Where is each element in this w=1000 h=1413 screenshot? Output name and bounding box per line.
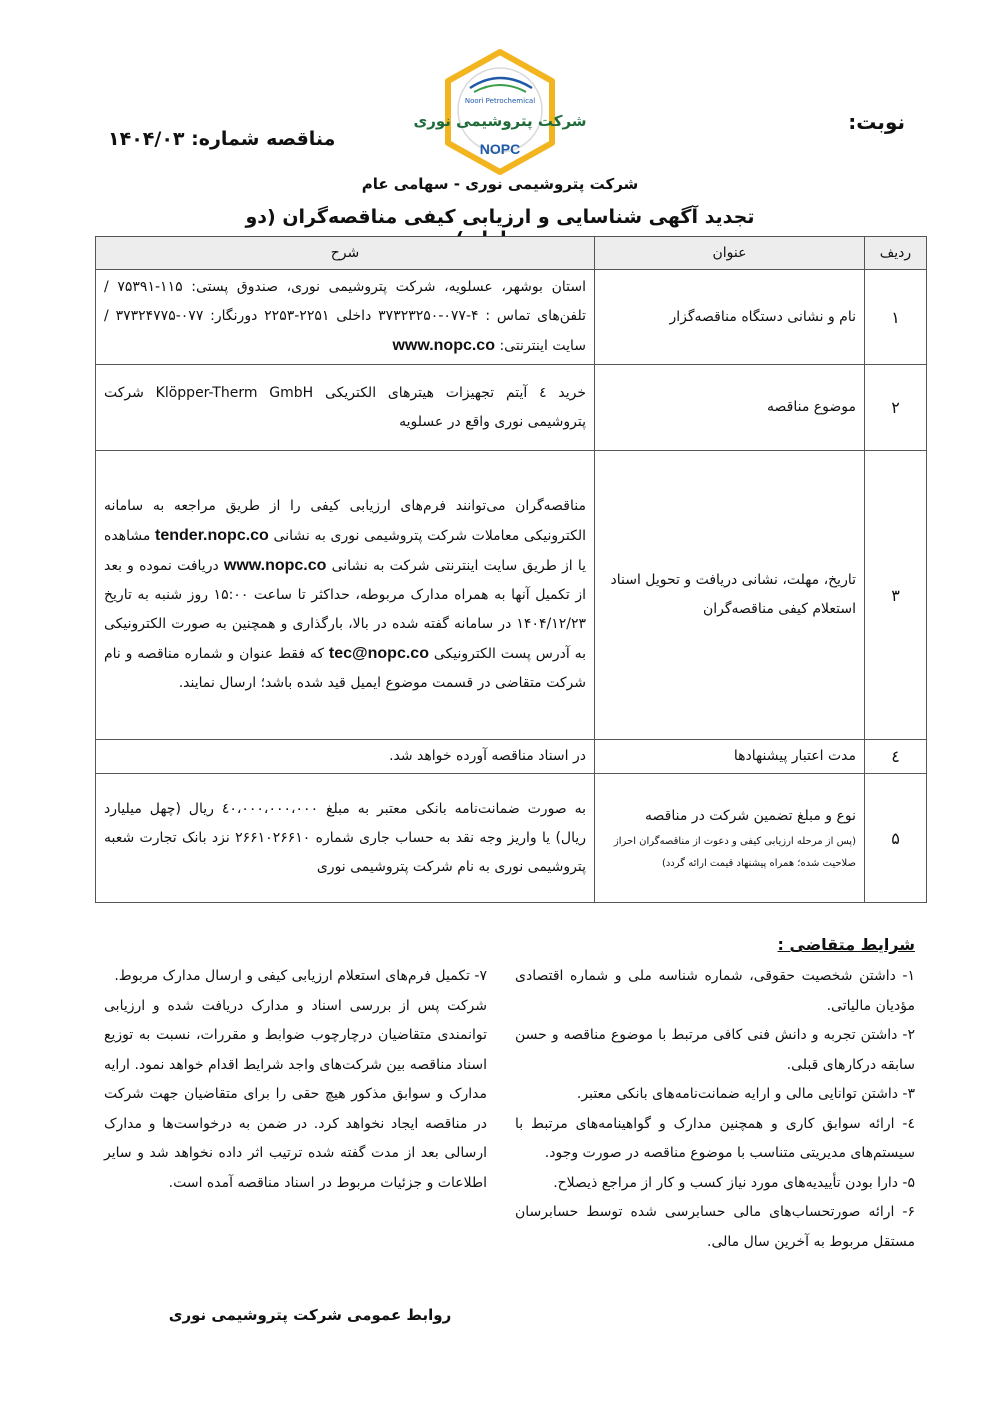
condition-item: ۱- داشتن شخصیت حقوقی، شماره شناسه ملی و شماره اقتصادی مؤدیان مالیاتی. (515, 968, 915, 1014)
row-number: ۲ (865, 365, 927, 450)
row-description-text: که فقط عنوان و شماره مناقصه و نام شرکت متقاضی در قسمت موضوع ایمیل قید شده باشد؛ ارسال نمایند. (104, 646, 586, 691)
condition-item: ۵- دارا بودن تأییدیه‌های مورد نیاز کسب و کار از مراجع ذیصلاح. (553, 1174, 915, 1191)
svg-text:Noori Petrochemical: Noori Petrochemical (464, 97, 536, 105)
company-logo (413, 48, 587, 178)
row-title-text: نوع و مبلغ تضمین شرکت در مناقصه (645, 807, 856, 824)
signature: روابط عمومی شرکت پتروشیمی نوری (168, 1306, 452, 1324)
row-title: مدت اعتبار پیشنهادها (595, 740, 865, 774)
row-description: به صورت ضمانت‌نامه بانکی معتبر به مبلغ ٤۰،۰۰۰،۰۰۰،۰۰۰ ریال (چهل میلیارد ریال) یا واریز وجه نقد به حساب جاری شماره ۲۶۶۱۰۲۶۶۱۰ نزد بانک تجارت شعبه پتروشیمی نوری به نام شرکت پتروشیمی نوری (96, 774, 595, 903)
row-description-text: استان بوشهر، عسلویه، شرکت پتروشیمی نوری، صندوق پستی: ۱۱۵-۷۵۳۹۱ / تلفن‌های تماس : ۴-۰۷۷-۳۷۳۲۳۲۵۰ داخلی ۲۲۵۱-۲۲۵۳ دورنگار: ۰۷۷-۳۷۳۲۴۷۷۵ / سایت اینترنتی: (104, 279, 586, 355)
conditions-title: شرایط متقاضی : (777, 935, 915, 954)
website-link[interactable]: www.nopc.co (223, 557, 327, 574)
conditions-right-column (515, 962, 915, 1257)
table-header-row (96, 237, 927, 270)
company-name: شرکت پتروشیمی نوری - سهامی عام (361, 175, 639, 193)
condition-item: ۲- داشتن تجربه و دانش فنی کافی مرتبط با موضوع مناقصه و حسن سابقه درکارهای قبلی. (515, 1027, 915, 1073)
email-link[interactable]: tec@nopc.co (328, 645, 429, 662)
tender-portal-link[interactable]: tender.nopc.co (155, 527, 269, 544)
condition-item: ٤- ارائه سوابق کاری و همچنین مدارک و گواهینامه‌های مرتبط با سیستم‌های مدیریتی متناسب با موضوع مناقصه در صورت وجود. (515, 1115, 915, 1161)
row-number: ۵ (865, 774, 927, 903)
row-title: موضوع مناقصه (595, 365, 865, 450)
header-description: شرح (96, 237, 595, 270)
table-row (96, 450, 927, 739)
condition-item: ۷- تکمیل فرم‌های استعلام ارزیابی کیفی و ارسال مدارک مربوط. (114, 968, 487, 984)
row-description (96, 270, 595, 365)
row-description-text: دریافت نموده و بعد از تکمیل آنها به همراه مدارک مربوطه، حداکثر تا ساعت ۱۵:۰۰ روز شنبه به تاریخ ۱۴۰۴/۱۲/۲۳ در سامانه گفته شده در بالا، بارگذاری و همچنین به صورت الکترونیکی به آدرس پست الکترونیکی (104, 558, 587, 662)
tender-number: مناقصه شماره: ۱۴۰۴/۰۳ (108, 128, 336, 150)
row-number: ٤ (865, 740, 927, 774)
nobat-label: نوبت: (848, 110, 905, 134)
row-description (96, 450, 595, 739)
row-description-text: مناقصه‌گران می‌توانند فرم‌های ارزیابی کیفی را از طریق مراجعه به سامانه الکترونیکی معاملات شرکت پتروشیمی نوری به نشانی (104, 498, 587, 544)
row-title (595, 774, 865, 903)
row-description: خرید ٤ آیتم تجهیزات هیترهای الکتریکی Klöpper-Therm GmbH شرکت پتروشیمی نوری واقع در عسلویه (96, 365, 595, 450)
table-row (96, 740, 927, 774)
conditions-left-column (104, 962, 487, 1198)
row-title: نام و نشانی دستگاه مناقصه‌گزار (595, 270, 865, 365)
table-row (96, 365, 927, 450)
row-description-text: مشاهده یا از طریق سایت اینترنتی شرکت به نشانی (104, 528, 587, 574)
condition-item: ۶- ارائه صورتحساب‌های مالی حسابرسی شده توسط حسابرسان مستقل مربوط به آخرین سال مالی. (515, 1204, 915, 1250)
header-title: عنوان (595, 237, 865, 270)
condition-paragraph: شرکت پس از بررسی اسناد و مدارک دریافت شده و ارزیابی توانمندی متقاضیان درچارچوب ضوابط و مقررات، نسبت به توزیع اسناد مناقصه بین شرکت‌های واجد شرایط اقدام خواهد نمود. ارایه مدارک و سوابق مذکور هیچ حقی را برای متقاضیان جهت شرکت در مناقصه ایجاد نخواهد کرد. در ضمن به درخواست‌ها و مدارک ارسالی بعد از مدت گفته شده ترتیب اثر داده نخواهد شد و سایر اطلاعات و جزئیات مربوط در اسناد مناقصه آمده است. (104, 997, 487, 1191)
row-title-note: (پس از مرحله ارزیابی کیفی و دعوت از مناقصه‌گران احراز صلاحیت شده؛ همراه پیشنهاد قیمت ارائه گردد) (613, 835, 856, 869)
row-description: در اسناد مناقصه آورده خواهد شد. (96, 740, 595, 774)
row-number: ۱ (865, 270, 927, 365)
website-link[interactable]: www.nopc.co (392, 337, 495, 355)
tender-table (95, 236, 926, 903)
svg-text:NOPC: NOPC (479, 141, 521, 157)
condition-item: ۳- داشتن توانایی مالی و ارایه ضمانت‌نامه‌های بانکی معتبر. (576, 1086, 915, 1102)
row-number: ۳ (865, 450, 927, 739)
header-row-number: ردیف (865, 237, 927, 270)
row-title: تاریخ، مهلت، نشانی دریافت و تحویل اسناد استعلام کیفی مناقصه‌گران (595, 450, 865, 739)
table-row (96, 270, 927, 365)
ad-title: تجدید آگهی شناسایی و ارزیابی کیفی مناقصه‌گران (دو (245, 206, 755, 228)
table-row (96, 774, 927, 903)
svg-text:شرکت پتروشیمی نوری: شرکت پتروشیمی نوری (413, 112, 587, 130)
